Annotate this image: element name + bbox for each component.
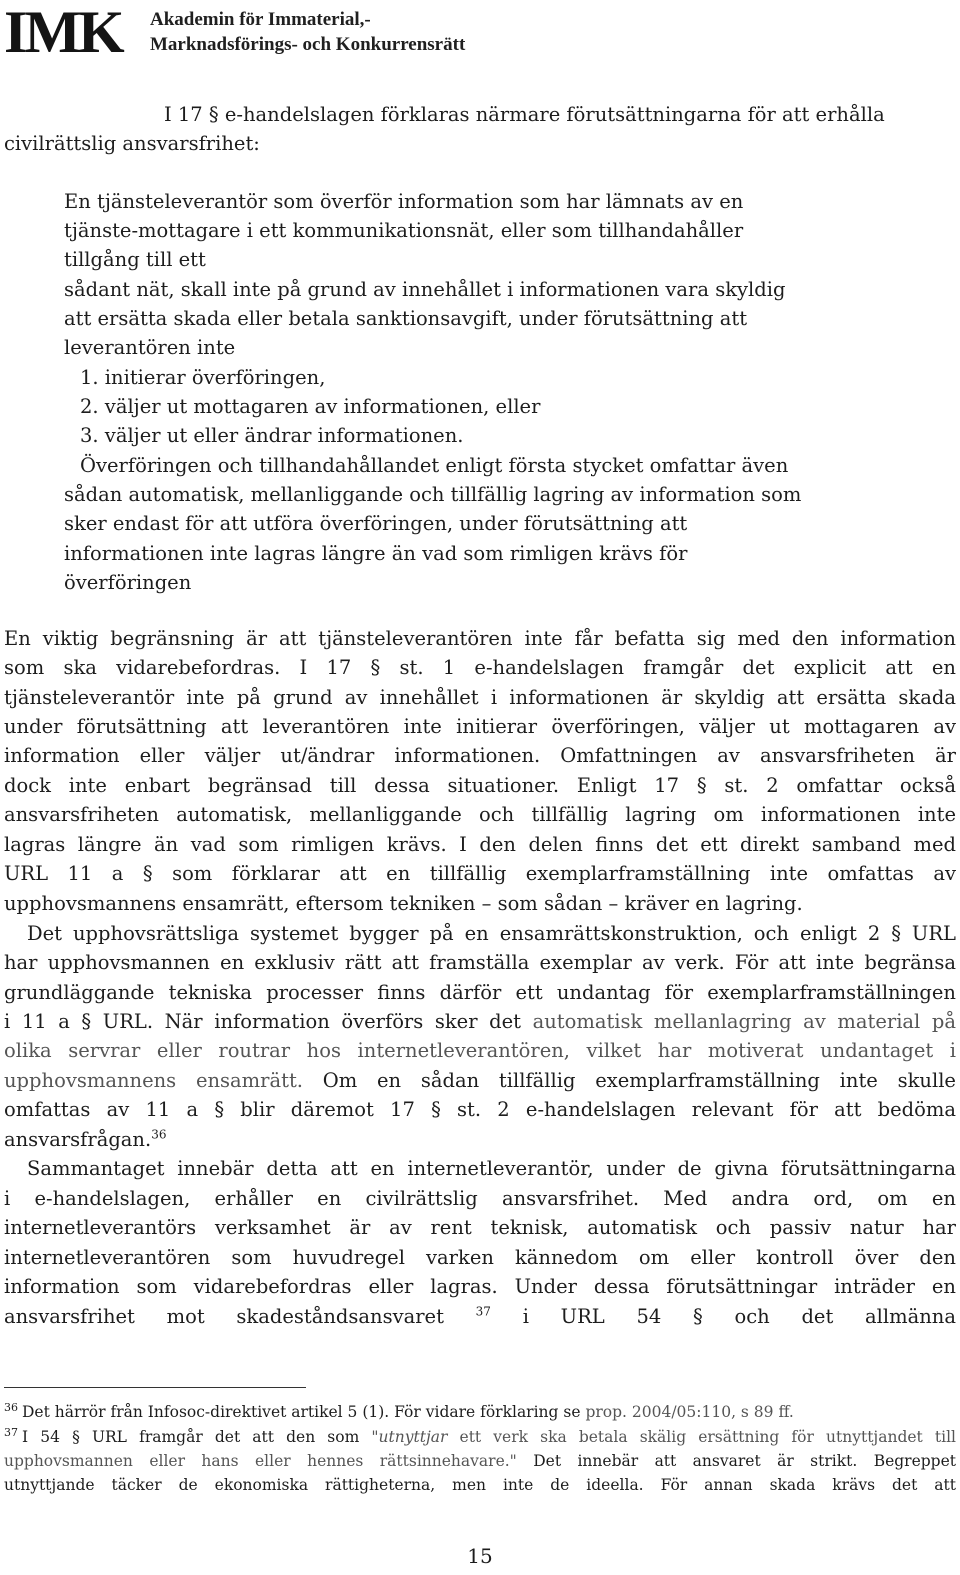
body-text: ansvarsfrihet mot skadeståndsansvaret (4, 1305, 476, 1328)
quote-line: leverantören inte (64, 336, 236, 359)
body-line: har upphovsmannen en exklusiv rätt att framställa exemplar av verk. För att inte begränsa (4, 951, 956, 974)
intro-line-2: civilrättslig ansvarsfrihet: (4, 132, 260, 155)
logo-line-2: Marknadsförings- och Konkurrensrätt (150, 34, 466, 55)
quote-line: sådant nät, skall inte på grund av innehållet i informationen vara skyldig (64, 278, 786, 301)
body-line (4, 1126, 166, 1154)
footnote-36 (4, 1400, 956, 1424)
body-line: Sammantaget innebär detta att en internetleverantör, under de givna förutsättningarna (27, 1157, 956, 1180)
quote-line: sker endast för att utföra överföringen, under förutsättning att (64, 512, 688, 535)
body-line: omfattas av 11 a § blir däremot 17 § st. 2 e-handelslagen relevant för att bedöma (4, 1098, 956, 1121)
footnote-number: 37 (4, 1425, 18, 1439)
logo-line-1: Akademin för Immaterial,- (150, 9, 371, 30)
quote-list-item: 3. väljer ut eller ändrar informationen. (80, 424, 464, 447)
quote-line: tjänste-mottagare i ett kommunikationsnät, eller som tillhandahåller (64, 219, 744, 242)
body-line: En viktig begränsning är att tjänsteleverantören inte får befatta sig med den information (4, 627, 956, 650)
body-text: i 11 a § URL. När information överförs sker det (4, 1010, 533, 1033)
body-line: URL 11 a § som förklarar att en tillfällig exemplarframställning inte omfattas av (4, 862, 956, 885)
quote-line: överföringen (64, 571, 192, 594)
logo-imk: IMK (4, 0, 122, 65)
quote-list-item: 2. väljer ut mottagaren av informationen, eller (80, 395, 541, 418)
quote-list-item: 1. initierar överföringen, (80, 366, 326, 389)
footnote-text-highlight: "utnyttjar (371, 1428, 448, 1446)
body-line: internetleverantören som huvudregel varken kännedom om eller kontroll över den (4, 1246, 956, 1269)
intro-line-1: I 17 § e-handelslagen förklaras närmare förutsättningarna för att erhålla (164, 103, 885, 126)
quote-line: Överföringen och tillhandahållandet enligt första stycket omfattar även (80, 454, 789, 477)
footnote-ref[interactable]: 36 (151, 1127, 167, 1142)
quote-line: att ersätta skada eller betala sanktionsavgift, under förutsättning att (64, 307, 748, 330)
body-text: Om en sådan tillfällig exemplarframställning inte skulle (302, 1069, 956, 1092)
footnote-text: Det härrör från Infosoc-direktivet artikel 5 (1). För vidare förklaring se (22, 1403, 586, 1421)
body-line: information som vidarebefordras eller lagras. Under dessa förutsättningar inträder en (4, 1275, 956, 1298)
body-line: dock inte enbart begränsad till dessa situationer. Enligt 17 § st. 2 omfattar också (4, 774, 956, 797)
body-line: tjänsteleverantör inte på grund av innehållet i informationen är skyldig att ersätta skada (4, 686, 956, 709)
footnote-text-highlight: upphovsmannen eller hans eller hennes rättsinnehavare." (4, 1452, 517, 1470)
page-number: 15 (467, 1544, 493, 1568)
body-line: internetleverantörs verksamhet är av rent teknisk, automatisk och passiv natur har (4, 1216, 956, 1239)
body-line: information eller väljer ut/ändrar informationen. Omfattningen av ansvarsfriheten är (4, 744, 956, 767)
footnote-37 (4, 1425, 956, 1449)
footnote-text: I 54 § URL framgår det att den som (22, 1428, 372, 1446)
footnote-ref[interactable]: 37 (475, 1304, 491, 1319)
body-text: i URL 54 § och det allmänna (490, 1305, 956, 1328)
body-line: ansvarsfriheten automatisk, mellanliggande och tillfällig lagring om informationen inte (4, 803, 956, 826)
quote-line: sådan automatisk, mellanliggande och tillfällig lagring av information som (64, 483, 802, 506)
quote-line: En tjänsteleverantör som överför information som har lämnats av en (64, 190, 744, 213)
body-line: under förutsättning att leverantören inte initierar överföringen, väljer ut mottagaren av (4, 715, 956, 738)
quote-line: tillgång till ett (64, 248, 206, 271)
body-text-highlight: upphovsmannens ensamrätt. (4, 1069, 303, 1092)
footnote-divider (4, 1387, 306, 1388)
body-line: grundläggande tekniska processer finns därför ett undantag för exemplarframställningen (4, 981, 956, 1004)
body-line: Det upphovsrättsliga systemet bygger på en ensamrättskonstruktion, och enligt 2 § URL (27, 922, 956, 945)
footnote-text: Det innebär att ansvaret är strikt. Begreppet (516, 1452, 957, 1470)
quote-line: informationen inte lagras längre än vad som rimligen krävs för (64, 542, 688, 565)
body-text-highlight: automatisk mellanlagring av material på (532, 1010, 956, 1033)
body-text: ansvarsfrågan. (4, 1128, 152, 1151)
footnote-line (4, 1449, 956, 1473)
footnote-line: utnyttjande täcker de ekonomiska rättigheterna, men inte de ideella. För annan skada krävs det att (4, 1476, 956, 1494)
footnote-text-highlight: ett verk ska betala skälig ersättning för utnyttjandet till (447, 1428, 956, 1446)
footnote-number: 36 (4, 1400, 18, 1414)
footnote-text-highlight: prop. 2004/05:110, s 89 ff. (585, 1403, 794, 1421)
body-line: upphovsmannens ensamrätt, eftersom tekniken – som sådan – kräver en lagring. (4, 892, 803, 915)
header-logo (4, 0, 564, 65)
body-line: olika servrar eller routrar hos internetleverantören, vilket har motiverat undantaget i (4, 1039, 956, 1062)
body-line (4, 1303, 956, 1331)
body-line (4, 1008, 956, 1036)
body-line: i e-handelslagen, erhåller en civilrättslig ansvarsfrihet. Med andra ord, om en (4, 1187, 956, 1210)
body-line: lagras längre än vad som rimligen krävs. I den delen finns det ett direkt samband med (4, 833, 956, 856)
body-line (4, 1067, 956, 1095)
body-line: som ska vidarebefordras. I 17 § st. 1 e-handelslagen framgår det explicit att en (4, 656, 956, 679)
